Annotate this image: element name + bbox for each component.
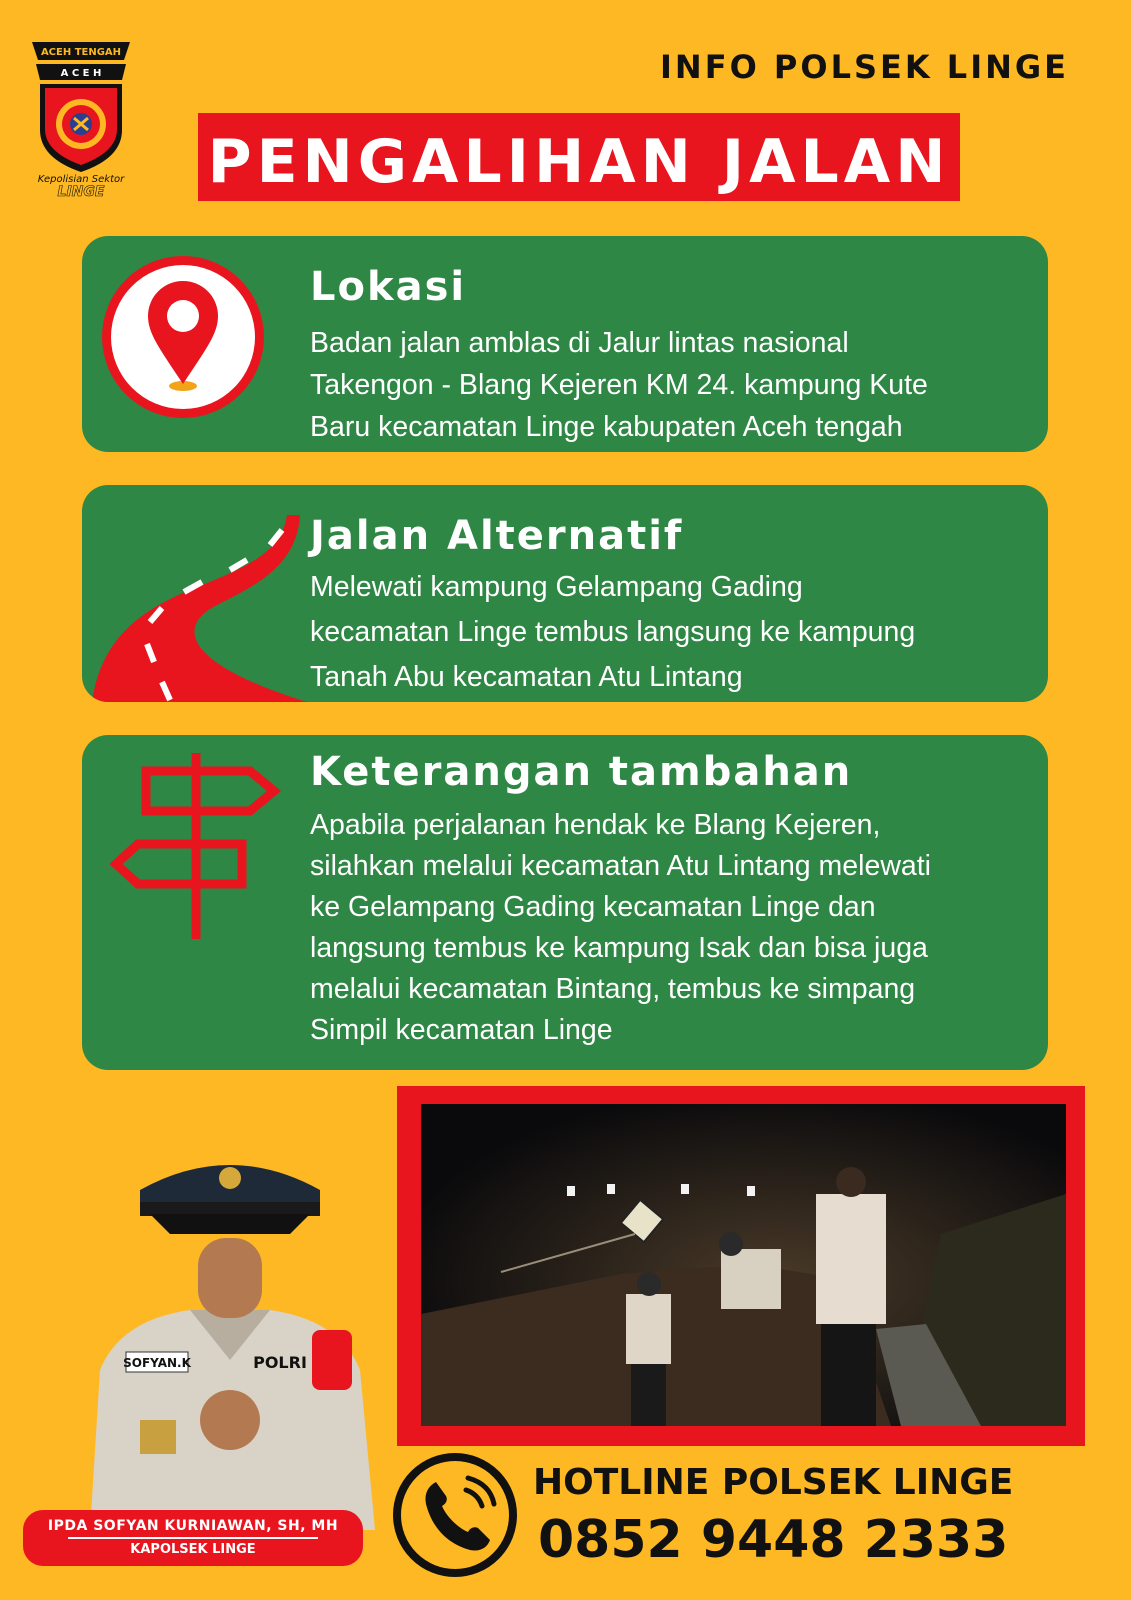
divider (68, 1537, 318, 1539)
text-line: kecamatan Linge tembus langsung ke kampung (310, 616, 916, 648)
text-line: Apabila perjalanan hendak ke Blang Kejeren, (310, 809, 881, 841)
svg-text:ACEH TENGAH: ACEH TENGAH (40, 47, 122, 58)
text-line: langsung tembus ke kampung Isak dan bisa juga (310, 932, 928, 964)
jalan-alternatif-card (82, 485, 1048, 702)
text-line: Takengon - Blang Kejeren KM 24. kampung Kute (310, 369, 928, 401)
text-line: silahkan melalui kecamatan Atu Lintang melewati (310, 850, 932, 882)
svg-text:SOFYAN.K: SOFYAN.K (123, 1356, 191, 1370)
lokasi-text (310, 322, 1030, 448)
text-line: Melewati kampung Gelampang Gading (310, 571, 803, 603)
keterangan-text (310, 805, 1040, 1051)
signpost-icon (110, 749, 285, 944)
jalan-alternatif-title: Jalan Alternatif (310, 513, 684, 559)
svg-text:A C E H: A C E H (60, 68, 102, 79)
winding-road-icon (92, 510, 312, 702)
text-line: Badan jalan amblas di Jalur lintas nasional (310, 327, 849, 359)
officer-name-badge (23, 1510, 363, 1566)
keterangan-card (82, 735, 1048, 1070)
svg-text:LINGE: LINGE (57, 184, 105, 200)
jalan-alternatif-text (310, 565, 1030, 700)
keterangan-title: Keterangan tambahan (310, 749, 853, 795)
road-collapse-photo (421, 1104, 1066, 1426)
title-banner (198, 113, 960, 201)
text-line: Simpil kecamatan Linge (310, 1014, 613, 1046)
officer-title: KAPOLSEK LINGE (130, 1542, 256, 1557)
officer-portrait (80, 1130, 380, 1530)
svg-text:POLRI: POLRI (253, 1353, 307, 1372)
phone-icon (392, 1452, 518, 1578)
info-header: INFO POLSEK LINGE (660, 48, 1069, 86)
page-title: PENGALIHAN JALAN (207, 127, 951, 197)
photo-frame (397, 1086, 1085, 1446)
lokasi-card (82, 236, 1048, 452)
officer-name: IPDA SOFYAN KURNIAWAN, SH, MH (47, 1518, 339, 1534)
hotline-label: HOTLINE POLSEK LINGE (533, 1462, 1014, 1503)
hotline-number: 0852 9448 2333 (538, 1510, 1009, 1570)
text-line: Tanah Abu kecamatan Atu Lintang (310, 661, 743, 693)
location-pin-icon (100, 254, 266, 420)
text-line: ke Gelampang Gading kecamatan Linge dan (310, 891, 876, 923)
text-line: Baru kecamatan Linge kabupaten Aceh tengah (310, 411, 903, 443)
polsek-logo (26, 30, 136, 200)
lokasi-title: Lokasi (310, 264, 467, 310)
svg-text:Kepolisian Sektor: Kepolisian Sektor (37, 174, 125, 185)
text-line: melalui kecamatan Bintang, tembus ke simpang (310, 973, 916, 1005)
